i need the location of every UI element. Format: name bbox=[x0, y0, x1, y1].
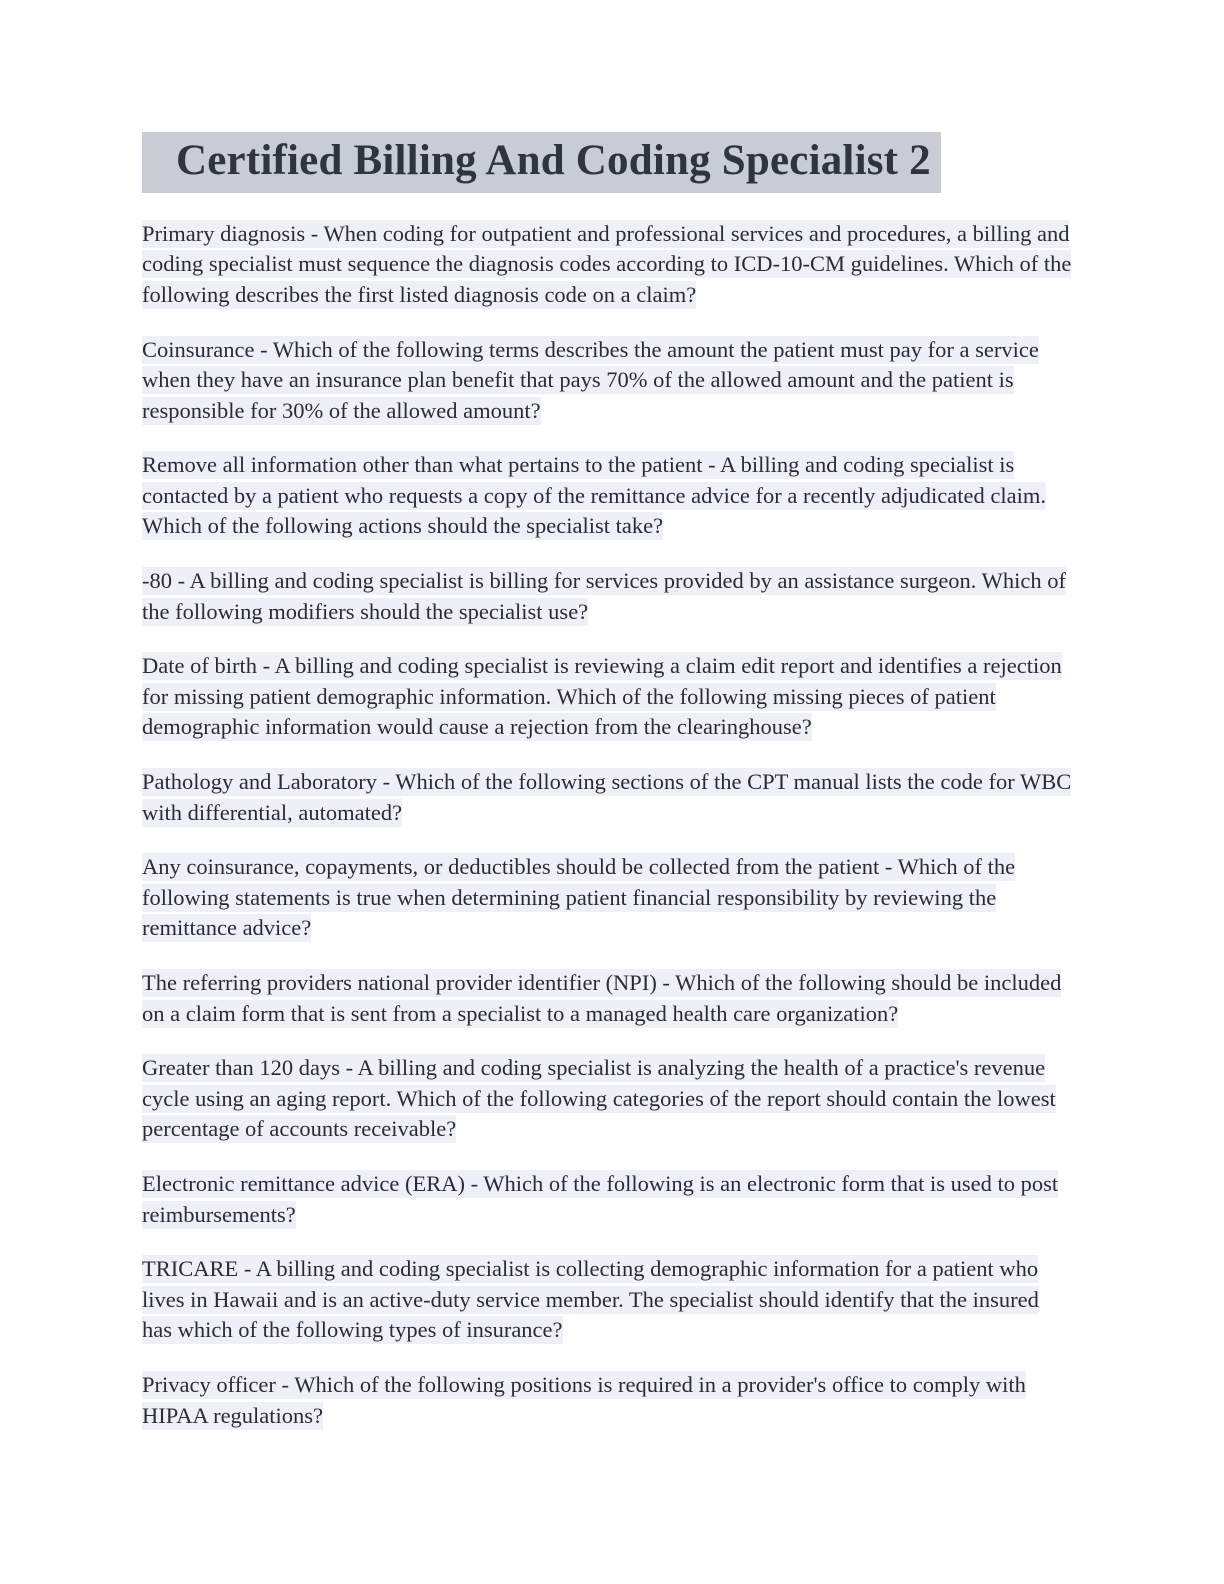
question-item bbox=[142, 1169, 1072, 1230]
question-text: Electronic remittance advice (ERA) - Which of the following is an electronic form that is used to post reimbursements? bbox=[142, 1170, 1059, 1227]
question-item bbox=[142, 566, 1072, 627]
question-text: Privacy officer - Which of the following positions is required in a provider's office to comply with HIPAA regulations? bbox=[142, 1371, 1026, 1428]
question-text: Pathology and Laboratory - Which of the following sections of the CPT manual lists the code for WBC with differential, automated? bbox=[142, 769, 1072, 825]
question-text: TRICARE - A billing and coding specialist is collecting demographic information for a patient who lives in Hawaii and is an active-duty service member. The specialist should identify that the insured has which of the following types of insurance? bbox=[142, 1256, 1039, 1343]
question-text: Remove all information other than what pertains to the patient - A billing and coding specialist is contacted by a patient who requests a copy of the remittance advice for a recently adjudicated claim. Which of the following actions should the specialist take? bbox=[142, 452, 1046, 539]
question-text: Date of birth - A billing and coding specialist is reviewing a claim edit report and identifies a rejection for missing patient demographic information. Which of the following missing pieces of patient demographic information would cause a rejection from the clearinghouse? bbox=[142, 653, 1062, 740]
question-item bbox=[142, 1254, 1072, 1346]
question-item bbox=[142, 335, 1072, 427]
question-text: Greater than 120 days - A billing and coding specialist is analyzing the health of a practice's revenue cycle using an aging report. Which of the following categories of the report should contain the lowest percentage of accounts receivable? bbox=[142, 1055, 1056, 1142]
question-item bbox=[142, 450, 1072, 542]
question-item bbox=[142, 852, 1072, 944]
question-text: -80 - A billing and coding specialist is billing for services provided by an assistance surgeon. Which of the following modifiers should the specialist use? bbox=[142, 568, 1066, 624]
question-item bbox=[142, 1370, 1072, 1431]
question-text: Any coinsurance, copayments, or deductibles should be collected from the patient - Which of the following statements is true when determining patient financial responsibility by reviewing the remittance advice? bbox=[142, 854, 1016, 941]
question-text: Primary diagnosis - When coding for outpatient and professional services and procedures, a billing and coding specialist must sequence the diagnosis codes according to ICD-10-CM guidelines. Which of the following describes the first listed diagnosis code on a claim? bbox=[142, 220, 1072, 307]
question-item bbox=[142, 767, 1072, 828]
question-item bbox=[142, 219, 1072, 311]
question-item bbox=[142, 1053, 1072, 1145]
question-text: Coinsurance - Which of the following terms describes the amount the patient must pay for a service when they have an insurance plan benefit that pays 70% of the allowed amount and the patient is responsible for 30% of the allowed amount? bbox=[142, 336, 1039, 423]
question-text: The referring providers national provider identifier (NPI) - Which of the following should be included on a claim form that is sent from a specialist to a managed health care organization? bbox=[142, 970, 1062, 1026]
question-item bbox=[142, 651, 1072, 743]
page-title: Certified Billing And Coding Specialist 2 bbox=[142, 132, 941, 193]
question-item bbox=[142, 968, 1072, 1029]
document-body bbox=[142, 132, 1072, 1455]
